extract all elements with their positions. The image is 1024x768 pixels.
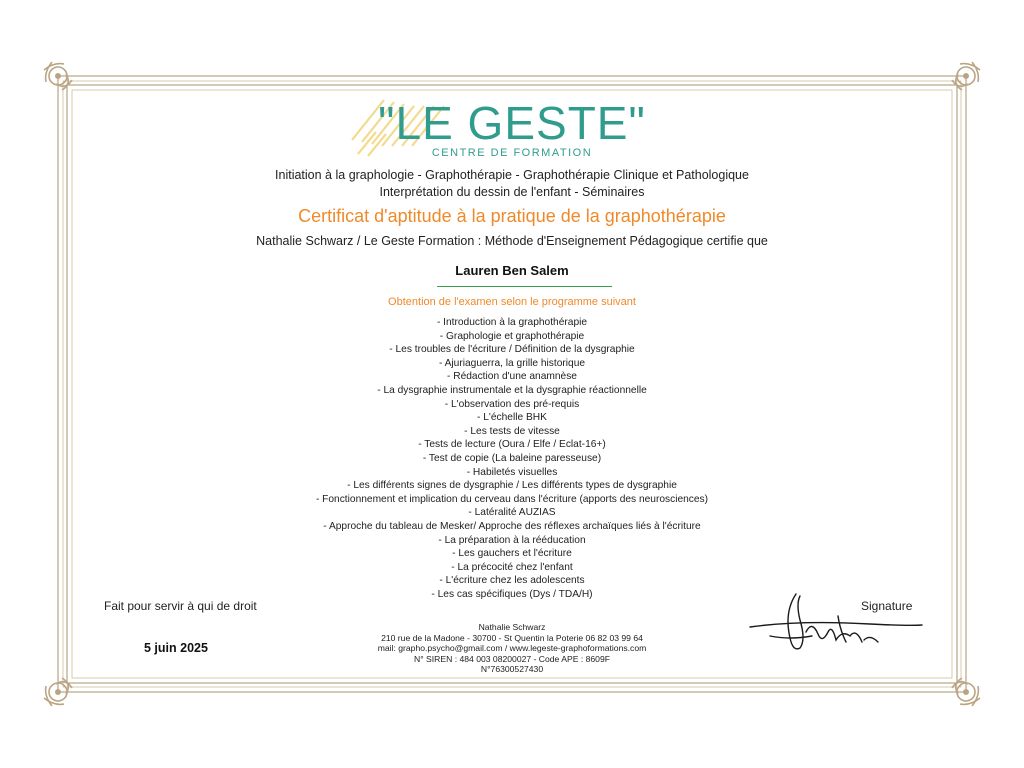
- program-item: - L'échelle BHK: [477, 412, 547, 424]
- footer-line: N° SIREN : 484 003 08200027 - Code APE : 8609F: [414, 653, 610, 664]
- header-line-1: Initiation à la graphologie - Graphothérapie - Graphothérapie Clinique et Pathologique: [275, 168, 749, 182]
- certificate-intro: Nathalie Schwarz / Le Geste Formation : Méthode d'Enseignement Pédagogique certifie que: [256, 234, 768, 248]
- program-item: - La précocité chez l'enfant: [451, 561, 573, 573]
- program-item: - Tests de lecture (Oura / Elfe / Eclat-16+): [418, 439, 606, 451]
- program-item: - Ajuriaguerra, la grille historique: [438, 357, 586, 369]
- program-item: - Introduction à la graphothérapie: [436, 317, 588, 328]
- brand-subtitle: CENTRE DE FORMATION: [431, 147, 593, 159]
- program-item: - Les différents signes de dysgraphie / Les différents types de dysgraphie: [347, 480, 677, 492]
- signature-label: Signature: [861, 599, 913, 613]
- program-item: - L'observation des pré-requis: [444, 398, 580, 410]
- header-line-2: Interprétation du dessin de l'enfant - Séminaires: [379, 185, 645, 199]
- program-item: - Habiletés visuelles: [466, 466, 558, 478]
- program-item: - Les troubles de l'écriture / Définition de la dysgraphie: [389, 344, 635, 356]
- program-item: - Latéralité AUZIAS: [468, 507, 556, 519]
- footer-line: Nathalie Schwarz: [478, 622, 546, 632]
- program-item: - Les cas spécifiques (Dys / TDA/H): [431, 588, 593, 600]
- program-item: - L'écriture chez les adolescents: [439, 575, 585, 587]
- certificate-date: 5 juin 2025: [144, 641, 208, 655]
- footer-line: 210 rue de la Madone - 30700 - St Quentin la Poterie 06 82 03 99 64: [381, 632, 643, 643]
- program-item: - La préparation à la rééducation: [438, 534, 586, 546]
- program-item: - La dysgraphie instrumentale et la dysgraphie réactionnelle: [377, 384, 647, 396]
- recipient-name: Lauren Ben Salem: [455, 263, 569, 278]
- certificate-title: Certificat d'aptitude à la pratique de la graphothérapie: [298, 206, 726, 226]
- program-item: - Les tests de vitesse: [464, 425, 560, 437]
- recipient-underline: [437, 286, 612, 287]
- footer-contact: [0, 622, 1024, 675]
- program-item: - Approche du tableau de Mesker/ Approche des réflexes archaïques liés à l'écriture: [323, 520, 701, 532]
- program-item: - Les gauchers et l'écriture: [452, 548, 572, 560]
- footer-line: N°76300527430: [480, 664, 544, 675]
- fait-pour-servir: Fait pour servir à qui de droit: [104, 599, 257, 613]
- program-item: - Rédaction d'une anamnèse: [447, 371, 577, 383]
- program-item: - Test de copie (La baleine paresseuse): [422, 452, 602, 464]
- program-list: [0, 316, 1024, 601]
- footer-line: mail: grapho.psycho@gmail.com / www.legeste-graphoformations.com: [377, 643, 647, 654]
- program-item: - Graphologie et graphothérapie: [439, 330, 585, 342]
- exam-label: Obtention de l'examen selon le programme suivant: [388, 296, 636, 308]
- brand-title: "LE GESTE": [378, 97, 646, 149]
- program-item: - Fonctionnement et implication du cerveau dans l'écriture (apports des neurosciences): [315, 493, 709, 505]
